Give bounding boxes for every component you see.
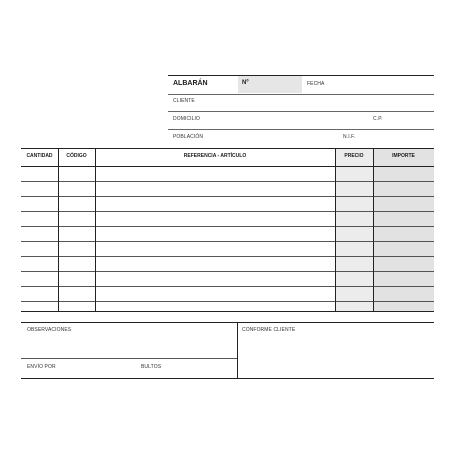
header-line-3	[168, 129, 434, 130]
address-label: DOMICILIO	[173, 116, 201, 122]
column-header-amount: IMPORTE	[392, 153, 415, 159]
packages-label: BULTOS	[141, 364, 162, 370]
observations-label: OBSERVACIONES	[27, 327, 72, 333]
document-title: ALBARÁN	[173, 80, 208, 87]
conformity-label: CONFORME CLIENTE	[242, 327, 296, 333]
number-label: Nº	[242, 80, 249, 86]
column-header-reference: REFERENCIA - ARTÍCULO	[183, 153, 247, 159]
column-divider-3	[335, 148, 336, 311]
column-header-quantity: CANTIDAD	[26, 153, 53, 159]
column-divider-1	[58, 148, 59, 311]
town-label: POBLACIÓN	[173, 134, 204, 140]
date-label: FECHA	[307, 81, 325, 87]
column-divider-4	[373, 148, 374, 311]
client-label: CLIENTE	[173, 98, 195, 104]
footer-bottom-line	[21, 378, 434, 379]
tax-id-label: N.I.F.	[343, 134, 356, 140]
footer-divider	[237, 322, 238, 378]
footer-top-line	[21, 322, 434, 323]
column-divider-2	[95, 148, 96, 311]
column-header-price: PRECIO	[344, 153, 364, 159]
shipping-line	[21, 358, 237, 359]
postal-code-label: C.P.	[373, 116, 383, 122]
header-line-2	[168, 111, 434, 112]
shipping-label: ENVÍO POR	[27, 364, 56, 370]
table-bottom-line	[21, 311, 434, 312]
column-header-code: CÓDIGO	[66, 153, 87, 159]
header-line-1	[168, 94, 434, 95]
